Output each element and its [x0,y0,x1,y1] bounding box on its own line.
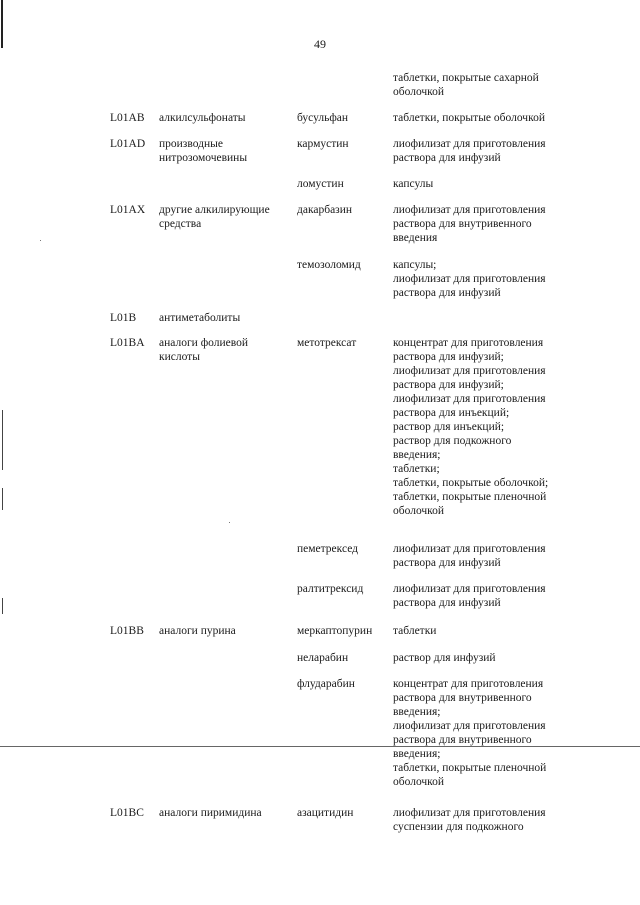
group-line: аналоги фолиевой [159,337,249,349]
dosage-form-line: таблетки, покрытые оболочкой [393,112,545,124]
dosage-forms [393,542,593,570]
group-line: аналоги пиримидина [159,807,262,819]
drug-name: неларабин [297,652,349,664]
dosage-forms [393,111,593,125]
dosage-form-line: раствора для внутривенного [393,734,532,746]
dosage-form-line: лиофилизат для приготовления [393,273,546,285]
dosage-form-line: раствора для инфузий [393,557,501,569]
dosage-form-line: таблетки; [393,463,440,475]
dosage-form-line: суспензии для подкожного [393,821,524,833]
dosage-form-line: концентрат для приготовления [393,678,544,690]
atc-group-name [159,203,297,231]
group-line: аналоги пурина [159,625,236,637]
scan-edge-mark [1,0,3,48]
atc-code: L01BA [110,337,145,349]
dosage-form-line: лиофилизат для приготовления [393,583,546,595]
dosage-form-line: оболочкой [393,505,445,517]
drug-name: дакарбазин [297,204,353,216]
scan-edge-mark [2,410,3,470]
drug-name: меркаптопурин [297,625,373,637]
dosage-form-line: раствора для инъекций; [393,407,510,419]
dosage-forms [393,258,593,300]
atc-code: L01BC [110,807,144,819]
drug-name: метотрексат [297,337,357,349]
atc-code: L01BB [110,625,144,637]
drug-name: азацитидин [297,807,354,819]
dosage-form-line: концентрат для приготовления [393,337,544,349]
scan-speck [229,522,230,523]
dosage-form-line: оболочкой [393,86,445,98]
dosage-form-line: раствор для инфузий [393,652,496,664]
dosage-form-line: таблетки, покрытые пленочной [393,491,547,503]
dosage-form-line: раствора для инфузий [393,152,501,164]
atc-group-name [159,624,297,638]
dosage-form-line: лиофилизат для приготовления [393,807,546,819]
dosage-form-line: капсулы [393,178,434,190]
dosage-form-line: раствора для инфузий [393,287,501,299]
dosage-form-line: раствора для внутривенного [393,692,532,704]
scan-edge-mark [2,598,3,614]
dosage-form-line: введения; [393,449,441,461]
dosage-form-line: введения; [393,748,441,760]
dosage-forms [393,806,593,834]
atc-group-name [159,806,297,820]
dosage-form-line: лиофилизат для приготовления [393,543,546,555]
dosage-forms [393,624,593,638]
dosage-form-line: раствора для инфузий; [393,351,504,363]
dosage-forms [393,582,593,610]
dosage-form-line: оболочкой [393,776,445,788]
drug-name: кармустин [297,138,349,150]
dosage-form-line: капсулы; [393,259,437,271]
group-line: средства [159,218,202,230]
scan-line [0,746,640,747]
dosage-form-line: раствора для инфузий; [393,379,504,391]
dosage-forms [393,137,593,165]
dosage-forms [393,677,593,789]
atc-code: L01B [110,312,137,324]
dosage-form-line: раствор для инъекций; [393,421,505,433]
drug-name: флударабин [297,678,355,690]
dosage-form-line: лиофилизат для приготовления [393,720,546,732]
drug-name: темозоломид [297,259,361,271]
group-line: нитрозомочевины [159,152,248,164]
dosage-forms [393,71,593,99]
atc-code: L01AB [110,112,145,124]
dosage-form-line: лиофилизат для приготовления [393,138,546,150]
atc-code: L01AX [110,204,146,216]
dosage-forms [393,177,593,191]
atc-group-name [159,311,297,325]
group-line: другие алкилирующие [159,204,270,216]
dosage-form-line: лиофилизат для приготовления [393,393,546,405]
scan-edge-mark [2,488,3,510]
atc-group-name [159,336,297,364]
atc-code: L01AD [110,138,146,150]
dosage-form-line: таблетки, покрытые оболочкой; [393,477,549,489]
drug-name: ралтитрексид [297,583,364,595]
dosage-form-line: введения [393,232,438,244]
drug-name: бусульфан [297,112,349,124]
dosage-form-line: раствор для подкожного [393,435,512,447]
dosage-form-line: раствора для инфузий [393,597,501,609]
dosage-forms [393,651,593,665]
dosage-form-line: таблетки [393,625,437,637]
scan-speck [40,240,41,241]
dosage-forms [393,336,593,518]
group-line: кислоты [159,351,200,363]
page-number: 49 [314,37,326,51]
drug-name: ломустин [297,178,344,190]
dosage-form-line: таблетки, покрытые пленочной [393,762,547,774]
atc-group-name [159,111,297,125]
drug-name: пеметрексед [297,543,359,555]
atc-group-name [159,137,297,165]
group-line: производные [159,138,223,150]
group-line: антиметаболиты [159,312,241,324]
dosage-form-line: лиофилизат для приготовления [393,365,546,377]
dosage-forms [393,203,593,245]
group-line: алкилсульфонаты [159,112,246,124]
dosage-form-line: введения; [393,706,441,718]
dosage-form-line: раствора для внутривенного [393,218,532,230]
dosage-form-line: таблетки, покрытые сахарной [393,72,539,84]
dosage-form-line: лиофилизат для приготовления [393,204,546,216]
